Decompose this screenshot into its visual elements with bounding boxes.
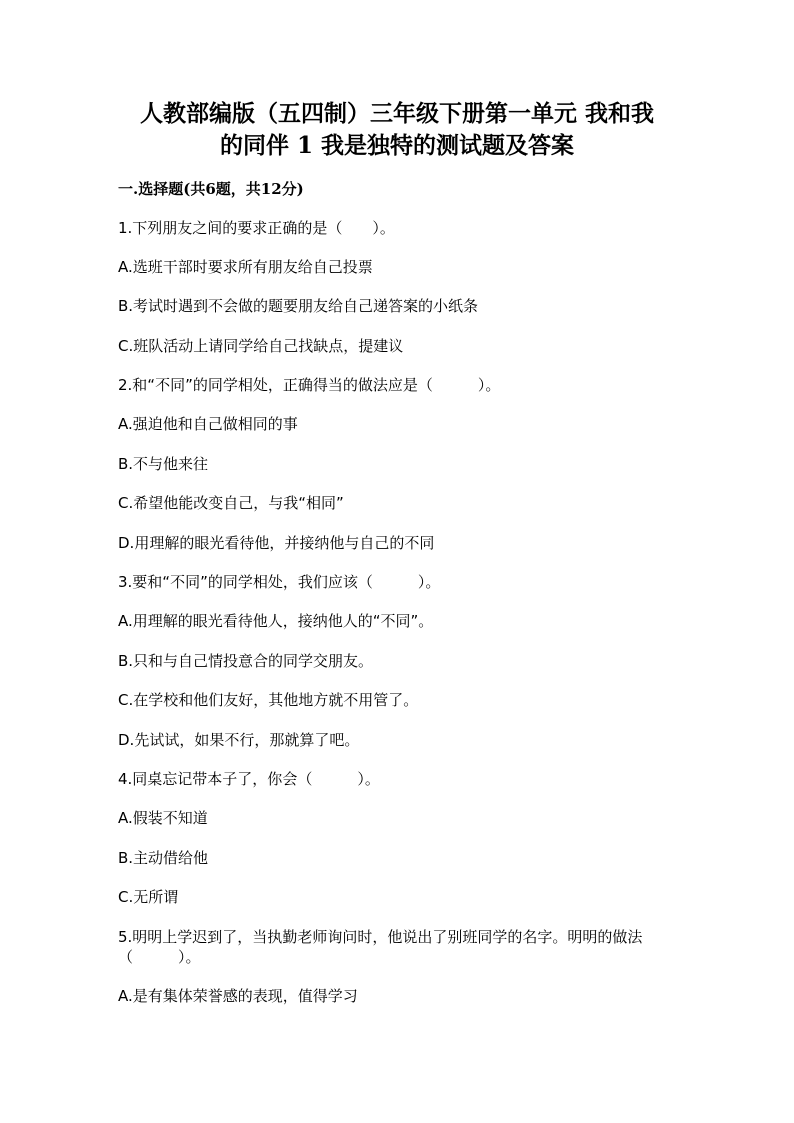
question-3-option-c: C.在学校和他们友好，其他地方就不用管了。 (118, 691, 419, 709)
question-4-option-c: C.无所谓 (118, 888, 179, 906)
question-2-option-c: C.希望他能改变自己，与我“相同” (118, 494, 344, 512)
question-1-stem: 1.下列朋友之间的要求正确的是（ ）。 (118, 219, 395, 237)
question-4-option-a: A.假装不知道 (118, 809, 208, 827)
question-2-stem: 2.和“不同”的同学相处，正确得当的做法应是（ ）。 (118, 376, 501, 394)
question-2-option-b: B.不与他来往 (118, 455, 209, 473)
question-2-option-d: D.用理解的眼光看待他，并接纳他与自己的不同 (118, 534, 435, 552)
document-title-line-1: 人教部编版（五四制）三年级下册第一单元 我和我 (139, 100, 654, 127)
question-3-option-b: B.只和与自己情投意合的同学交朋友。 (118, 652, 374, 670)
question-3-option-d: D.先试试，如果不行，那就算了吧。 (118, 731, 360, 749)
question-1-option-c: C.班队活动上请同学给自己找缺点，提建议 (118, 337, 404, 355)
question-3-stem: 3.要和“不同”的同学相处，我们应该（ ）。 (118, 573, 441, 591)
question-5-stem: 5.明明上学迟到了，当执勤老师询问时，他说出了别班同学的名字。明明的做法（ ）。 (118, 928, 643, 966)
question-2-option-a: A.强迫他和自己做相同的事 (118, 415, 298, 433)
question-4-stem: 4.同桌忘记带本子了，你会（ ）。 (118, 770, 380, 788)
question-4-option-b: B.主动借给他 (118, 849, 209, 867)
question-1-option-a: A.选班干部时要求所有朋友给自己投票 (118, 258, 373, 276)
section-heading: 一.选择题(共6题，共12分) (118, 180, 304, 198)
question-5-option-a: A.是有集体荣誉感的表现，值得学习 (118, 987, 358, 1005)
document-title-line-2: 的同伴 1 我是独特的测试题及答案 (219, 132, 575, 159)
question-3-option-a: A.用理解的眼光看待他人，接纳他人的“不同”。 (118, 612, 434, 630)
question-1-option-b: B.考试时遇到不会做的题要朋友给自己递答案的小纸条 (118, 297, 479, 315)
